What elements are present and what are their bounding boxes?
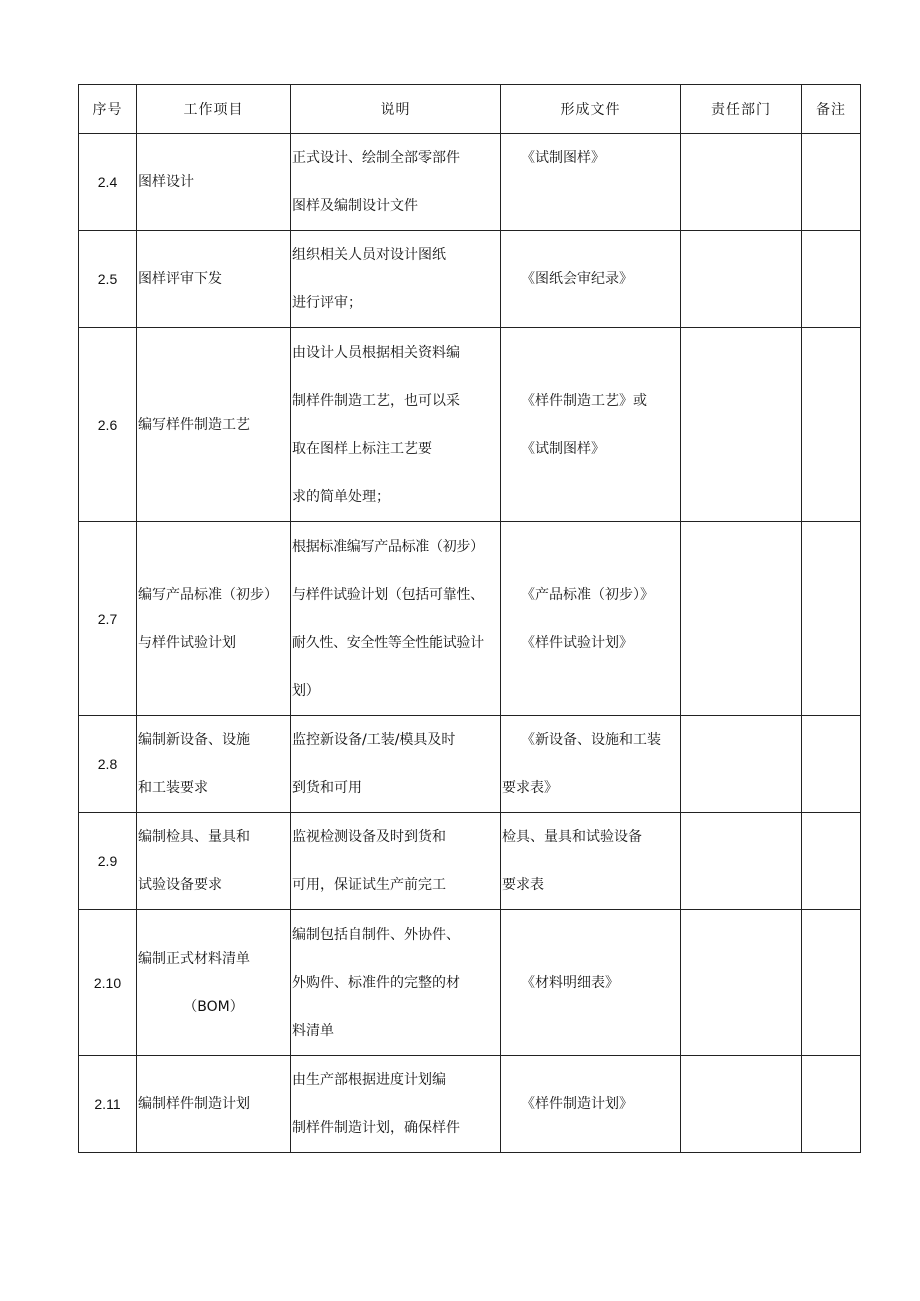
row-item xyxy=(137,522,291,716)
doc-line: 《试制图样》 xyxy=(521,150,605,166)
doc-line: 要求表》 xyxy=(502,780,558,796)
header-note: 备注 xyxy=(802,85,861,134)
row-dept xyxy=(681,328,802,522)
doc-line: 《新设备、设施和工装 xyxy=(521,732,661,748)
row-dept xyxy=(681,231,802,328)
row-desc xyxy=(291,522,501,716)
row-item xyxy=(137,134,291,231)
row-doc xyxy=(501,328,681,522)
row-dept xyxy=(681,522,802,716)
desc-line: 进行评审； xyxy=(292,295,362,311)
header-desc: 说明 xyxy=(291,85,501,134)
doc-line: 《材料明细表》 xyxy=(521,974,619,991)
header-no: 序号 xyxy=(79,85,137,134)
desc-line: 制样件制造计划，确保样件 xyxy=(292,1120,460,1136)
desc-line: 制样件制造工艺，也可以采 xyxy=(292,392,460,409)
row-no: 2.9 xyxy=(79,813,137,910)
desc-line: 图样及编制设计文件 xyxy=(292,198,418,214)
row-no: 2.8 xyxy=(79,716,137,813)
row-item xyxy=(137,328,291,522)
row-dept xyxy=(681,716,802,813)
desc-line: 组织相关人员对设计图纸 xyxy=(292,247,446,263)
row-doc xyxy=(501,1056,681,1153)
table-row xyxy=(79,1056,861,1153)
row-note xyxy=(802,813,861,910)
row-dept xyxy=(681,910,802,1056)
doc-line: 《产品标准（初步）》 xyxy=(521,586,654,603)
row-doc xyxy=(501,813,681,910)
doc-line: 《图纸会审纪录》 xyxy=(521,271,633,287)
row-dept xyxy=(681,134,802,231)
row-desc xyxy=(291,231,501,328)
item-line: 编制样件制造计划 xyxy=(138,1096,250,1112)
desc-line: 根据标准编写产品标准（初步） xyxy=(292,538,484,555)
desc-line: 划） xyxy=(292,682,320,699)
desc-line: 由设计人员根据相关资料编 xyxy=(292,344,460,361)
row-no: 2.7 xyxy=(79,522,137,716)
item-line: 和工装要求 xyxy=(138,780,208,796)
row-note xyxy=(802,231,861,328)
item-line: 与样件试验计划 xyxy=(138,634,236,651)
row-note xyxy=(802,522,861,716)
table-row xyxy=(79,134,861,231)
item-line: 试验设备要求 xyxy=(138,877,222,893)
item-line: 编写产品标准（初步） xyxy=(138,586,278,603)
header-item: 工作项目 xyxy=(137,85,291,134)
row-desc xyxy=(291,813,501,910)
item-line: 编制正式材料清单 xyxy=(138,950,250,967)
doc-line: 要求表 xyxy=(502,877,544,893)
doc-line: 《样件制造计划》 xyxy=(521,1096,633,1112)
doc-line: 《样件试验计划》 xyxy=(521,634,633,651)
row-dept xyxy=(681,813,802,910)
row-doc xyxy=(501,522,681,716)
row-desc xyxy=(291,1056,501,1153)
row-doc xyxy=(501,910,681,1056)
item-line: （BOM） xyxy=(183,998,244,1015)
row-desc xyxy=(291,134,501,231)
desc-line: 取在图样上标注工艺要 xyxy=(292,440,432,457)
desc-line: 编制包括自制件、外协件、 xyxy=(292,926,460,943)
row-no: 2.5 xyxy=(79,231,137,328)
row-note xyxy=(802,910,861,1056)
doc-line: 《试制图样》 xyxy=(521,440,605,457)
row-doc xyxy=(501,231,681,328)
row-note xyxy=(802,716,861,813)
desc-line: 求的简单处理； xyxy=(292,488,390,505)
desc-line: 外购件、标准件的完整的材 xyxy=(292,974,460,991)
item-line: 编制新设备、设施 xyxy=(138,732,250,748)
desc-line: 监视检测设备及时到货和 xyxy=(292,829,446,845)
row-no: 2.11 xyxy=(79,1056,137,1153)
item-line: 编写样件制造工艺 xyxy=(138,416,250,433)
header-dept: 责任部门 xyxy=(681,85,802,134)
item-line: 编制检具、量具和 xyxy=(138,829,250,845)
desc-line: 正式设计、绘制全部零部件 xyxy=(292,150,460,166)
row-note xyxy=(802,328,861,522)
table-row xyxy=(79,522,861,716)
desc-line: 可用，保证试生产前完工 xyxy=(292,877,446,893)
desc-line: 到货和可用 xyxy=(292,780,362,796)
desc-line: 与样件试验计划（包括可靠性、 xyxy=(292,586,484,603)
desc-line: 料清单 xyxy=(292,1022,334,1039)
doc-line: 《样件制造工艺》或 xyxy=(521,392,647,409)
row-no: 2.10 xyxy=(79,910,137,1056)
work-plan-sheet xyxy=(78,84,860,1153)
table-row xyxy=(79,716,861,813)
row-no: 2.6 xyxy=(79,328,137,522)
table-row xyxy=(79,231,861,328)
item-line: 图样评审下发 xyxy=(138,271,222,287)
row-desc xyxy=(291,716,501,813)
desc-line: 由生产部根据进度计划编 xyxy=(292,1072,446,1088)
desc-line: 监控新设备/工装/模具及时 xyxy=(292,732,456,748)
row-desc xyxy=(291,328,501,522)
header-row xyxy=(79,85,861,134)
row-note xyxy=(802,134,861,231)
header-doc: 形成文件 xyxy=(501,85,681,134)
row-item xyxy=(137,813,291,910)
row-item xyxy=(137,716,291,813)
row-desc xyxy=(291,910,501,1056)
work-plan-table xyxy=(78,84,861,1153)
row-item xyxy=(137,231,291,328)
table-row xyxy=(79,328,861,522)
row-no: 2.4 xyxy=(79,134,137,231)
row-note xyxy=(802,1056,861,1153)
row-doc xyxy=(501,134,681,231)
table-row xyxy=(79,813,861,910)
table-row xyxy=(79,910,861,1056)
desc-line: 耐久性、安全性等全性能试验计 xyxy=(292,634,484,651)
row-item xyxy=(137,1056,291,1153)
row-doc xyxy=(501,716,681,813)
row-dept xyxy=(681,1056,802,1153)
doc-line: 检具、量具和试验设备 xyxy=(502,829,642,845)
row-item xyxy=(137,910,291,1056)
item-line: 图样设计 xyxy=(138,174,194,190)
